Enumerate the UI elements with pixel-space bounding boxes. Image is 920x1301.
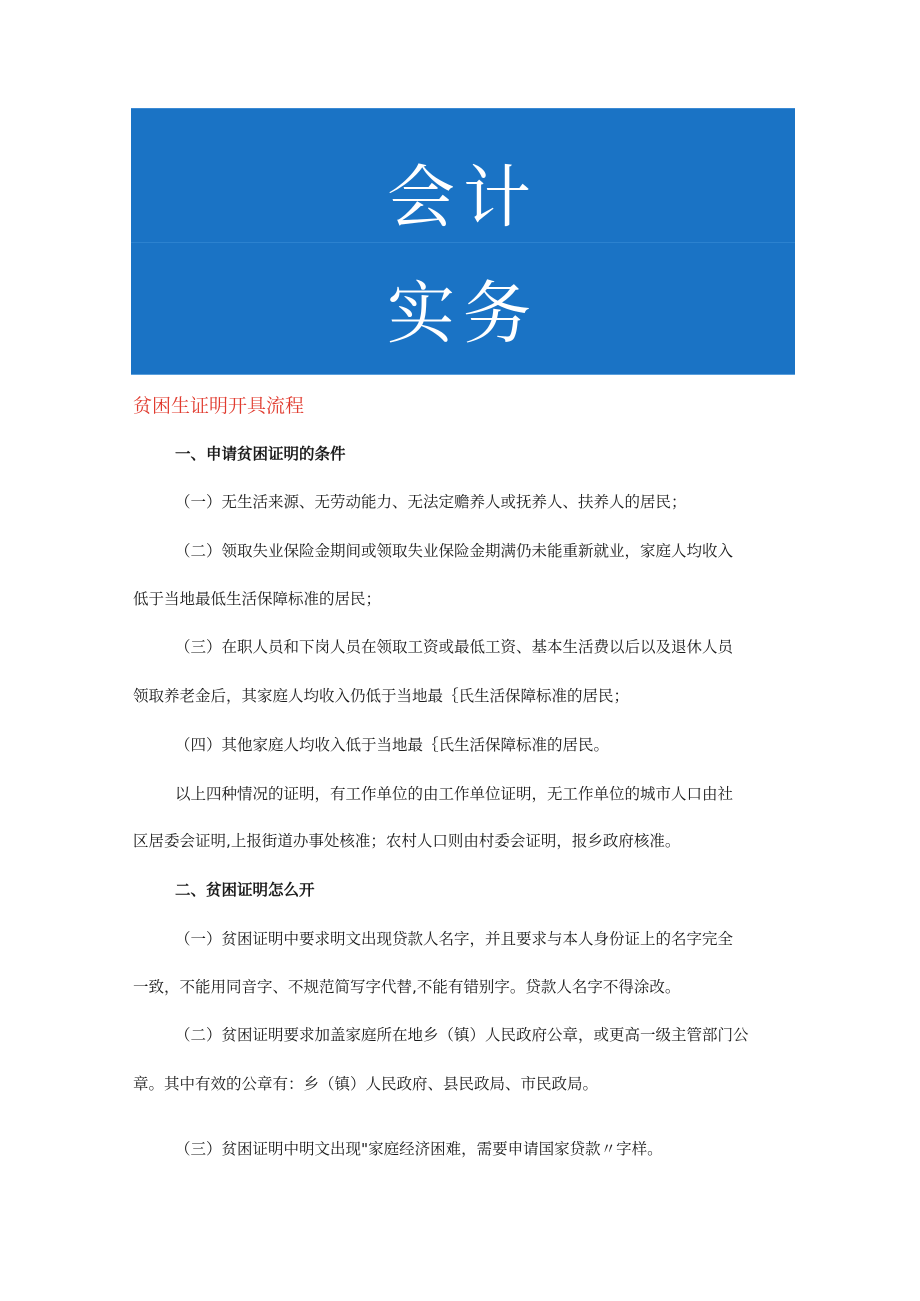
title-banner: [131, 108, 795, 375]
document-title: 贫困生证明开具流程: [133, 395, 305, 417]
section-2-item-1-line-1: （一）贫困证明中要求明文出现贷款人名字，并且要求与本人身份证上的名字完全: [175, 930, 734, 948]
section-1-item-3-line-2: 领取养老金后，其家庭人均收入仍低于当地最｛氏生活保障标准的居民；: [133, 687, 630, 705]
section-1-item-2-line-1: （二）领取失业保险金期间或领取失业保险金期满仍未能重新就业，家庭人均收入: [175, 542, 734, 560]
section-2-heading: 二、贫困证明怎么开: [175, 881, 315, 899]
section-1-item-4: （四）其他家庭人均收入低于当地最｛氏生活保障标准的居民。: [175, 736, 610, 754]
banner-title-line-1: 会计: [386, 159, 539, 238]
section-2-item-2-line-2: 章。其中有效的公章有：乡（镇）人民政府、县民政局、市民政局。: [133, 1075, 599, 1093]
section-1-note-line-2: 区居委会证明,上报街道办事处核准；农村人口则由村委会证明，报乡政府核准。: [133, 832, 681, 850]
section-2-item-1-line-2: 一致，不能用同音字、不规范简写字代替,不能有错别字。贷款人名字不得涂改。: [133, 978, 681, 996]
section-1-item-2-line-2: 低于当地最低生活保障标准的居民；: [133, 590, 382, 608]
section-2-item-2-line-1: （二）贫困证明要求加盖家庭所在地乡（镇）人民政府公章，或更高一级主管部门公: [175, 1026, 749, 1044]
banner-title-line-2: 实务: [386, 275, 539, 354]
section-1-heading: 一、申请贫困证明的条件: [175, 445, 346, 463]
banner-divider: [131, 242, 795, 243]
section-1-item-1: （一）无生活来源、无劳动能力、无法定赡养人或抚养人、扶养人的居民；: [175, 493, 687, 511]
section-1-note-line-1: 以上四种情况的证明，有工作单位的由工作单位证明，无工作单位的城市人口由社: [175, 785, 734, 803]
section-1-item-3-line-1: （三）在职人员和下岗人员在领取工资或最低工资、基本生活费以后以及退休人员: [175, 638, 734, 656]
section-2-item-3: （三）贫困证明中明文出现"家庭经济困难，需要申请国家贷款〃字样。: [175, 1140, 663, 1158]
